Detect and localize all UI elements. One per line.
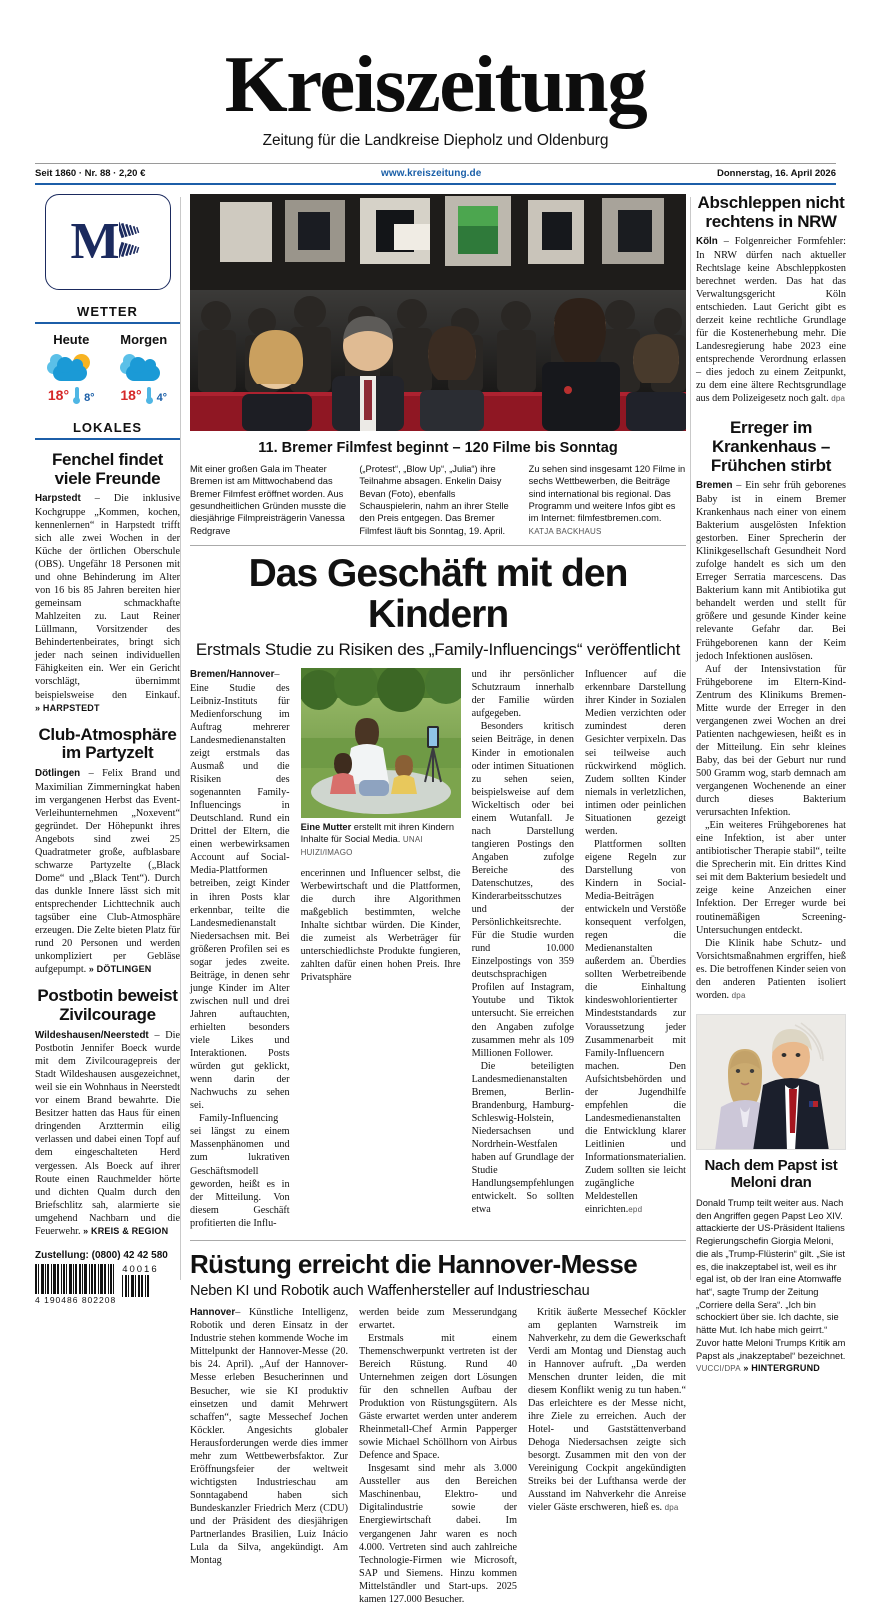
- article-dateline: Harpstedt: [35, 493, 81, 505]
- column-rule-left: [180, 197, 181, 1280]
- filmfest-photo: [190, 194, 686, 431]
- teaser-headline: Nach dem Papst ist Meloni dran: [704, 1156, 838, 1191]
- filmfest-caption-headline: 11. Bremer Filmfest beginnt – 120 Filme bis Sonntag: [258, 439, 618, 456]
- main-article-text-1b: Family-Influencing sei längst zu einem Massenphänomen und zum lukrativen Geschäftsmodell geworden, heißt es in der Mitteilung. Von diesem Geschäft profitierten die Influ-: [190, 1113, 290, 1229]
- article-body: [696, 479, 846, 662]
- main-article-text-3: und ihr persönlicher Schutzraum innerhalb der Familie würden aufgegeben.: [471, 669, 574, 720]
- teaser-body: [696, 1197, 846, 1376]
- teaser-more-link[interactable]: » HINTERGRUND: [743, 1363, 820, 1374]
- bottom-article-text-1: – Künstliche Intelligenz, Robotik und deren Einsatz in der Industrie stehen kommende Woche im Mittelpunkt der Hannover-Messe (20. bis 24. April). „Auf der Hannover-Messe erleben Besucherinnen und Besucher, wie sie KI produktiv einsetzen und damit Mehrwert schaffen“, sagte Messechef Jochen Köckler. Angesichts globaler Herausforderungen werde dies immer mehr zum Wettbewerbsfaktor. Zur Eröffnungsfeier der weltweit wichtigsten Industrieschau am Sonntagabend haben sich Bundeskanzler Friedrich Merz (CDU) und der Präsident des diesjährigen Partnerlandes Brasilien, Luiz Inácio Lula da Silva, angekündigt. Am Montag: [190, 1306, 348, 1567]
- lokales-article-3[interactable]: [35, 987, 180, 1238]
- weather-tomorrow-high: 18°: [120, 387, 142, 404]
- barcode-number: 4 190486 802208: [35, 1294, 117, 1305]
- barcode-addon: [122, 1264, 158, 1297]
- column-rule-right: [690, 197, 691, 1280]
- publisher-logo: [45, 194, 171, 290]
- article-more-link[interactable]: » HARPSTEDT: [35, 702, 100, 713]
- article-headline: Erreger im Krankenhaus – Frühchen stirbt: [710, 418, 832, 475]
- logo-k-icon: [119, 220, 145, 266]
- main-article-col-4: [585, 668, 686, 1230]
- barcode-addon-number: 40016: [122, 1263, 159, 1275]
- publication-date: Donnerstag, 16. April 2026: [717, 167, 836, 179]
- masthead: [35, 0, 836, 150]
- article-dateline: Dötlingen: [35, 767, 81, 779]
- bottom-article-text-2c: Insgesamt sind mehr als 3.000 Aussteller aus den Bereichen Maschinenbau, Elektro- und Digitalindustrie sowie der Energiewirtschaft dabei. Im vergangenen Jahr waren es noch 4.000. Vertreten sind auch zahlreiche Technologie-Firmen wie Microsoft, SAP und Siemens. Hinzu kommen Mittelständler und Start-ups. 2025 kamen 127.000 Besucher.: [359, 1463, 517, 1605]
- article-text: – Felix Brand und Maximilian Zimmerningkat haben im vergangenen Herbst das Event-Verleihunternehmen „Noxevent“ gegründet. Der Höhepunkt ihres Angebots sind zwei 25 Quadratmeter große, aufblasbare schwarze Partyzelte („Black Dome“ und „Black Tent“). Durch das dunkle Innere lässt sich mit entsprechender Lichttechnik auch tagsüber eine Club-Atmosphäre erzeugen. Die Zelte bieten Platz für rund 20 Personen und werden unkompliziert per Gebläse aufgepumpt.: [35, 767, 180, 976]
- website-link[interactable]: www.kreiszeitung.de: [380, 167, 482, 179]
- main-article-col-1: [190, 668, 290, 1230]
- filmfest-caption-columns: [190, 463, 686, 537]
- article-text: – Die Postbotin Jennifer Boeck wurde mit dem Zivilcouragepreis der Stadt Wildeshausen ausgezeichnet, weil sie ein Wohnhaus in Neerstedt vor einem Brand bewahrte. Die Besitzer hatten das Haus für einen dringenden Arzttermin eilig verlassen und dabei einen Topf auf dem eingeschalteten Herd vergessen. Als Boeck auf ihrer Route einen Rauchmelder hörte und dichten Qualm durch den Briefschlitz sah, alarmierte sie umgehend Nachbarn und die Feuerwehr.: [35, 1029, 180, 1237]
- main-article-col-2: [301, 668, 461, 1230]
- weather-today-high: 18°: [47, 387, 70, 404]
- newspaper-subtitle: Zeitung für die Landkreise Diepholz und Oldenburg: [262, 131, 609, 149]
- weather-today: [35, 332, 108, 404]
- lokales-article-2[interactable]: [35, 726, 180, 977]
- weather-today-low: 8°: [84, 391, 95, 404]
- teaser-credit: VUCCI/DPA: [696, 1364, 741, 1374]
- lokales-article-1[interactable]: [35, 451, 180, 715]
- article-dateline: Wildeshausen/Neerstedt: [35, 1029, 149, 1041]
- barcode-bars: [35, 1264, 116, 1294]
- article-body: [696, 235, 846, 405]
- logo-letter-m: M: [70, 212, 118, 270]
- cloud-icon: [116, 352, 172, 384]
- bottom-article-text-2b: Erstmals mit einem Themenschwerpunkt vertreten ist der Bereich Rüstung. Rund 40 Unternehmen zeigen dort Lösungen für den schnellen Aufbau der Produktion von Rüstungsgütern. Als Gäste erwartet werden unter anderem Rheinmetall-Chef Armin Papperger sowie Michael Schöllhorn von Airbus Defence and Space.: [359, 1332, 517, 1462]
- ean-barcode: [35, 1264, 116, 1305]
- main-article-subhead: Erstmals Studie zu Risiken des „Family-Influencings“ veröffentlicht: [195, 640, 681, 660]
- filmfest-caption-col-1: Mit einer großen Gala im Theater Bremen ist am Mittwochabend das Bremer Filmfest eröffnet worden. Aus gesundheitlichen Gründen musste die diesjährige Filmpreisträgerin Vanessa Redgrave: [190, 463, 347, 536]
- article-credit: dpa: [731, 990, 746, 1000]
- thermometer-icon: [73, 387, 80, 404]
- main-article-text-3c: Die beteiligten Landesmedienanstalten Bremen, Berlin-Brandenburg, Hamburg-Schleswig-Holstein, Niedersachsen und Nordrhein-Westfalen haben auf Grundlage der Studie Handlungsempfehlungen entwickelt. So sollten etwa: [471, 1060, 574, 1216]
- mother-children-photo: [301, 668, 461, 818]
- trump-meloni-photo: [696, 1014, 846, 1150]
- article-text: – Die inklusive Kochgruppe „Kommen, kochen, kennenlernen“ in Harpstedt trifft sich alle zwei Wochen in der Küche der örtlichen Oberschule (OBS). Ungefähr 18 Personen mit und ohne Behinderung im Alter von 16 bis 85 Jahren bereiten hier gemeinsam schmackhafte Mahlzeiten zu. Laut Reiner Lüllmann, Vorsitzender des Behindertenbeirates, bringt sich jeder nach seinen individuellen Fähigkeiten ein. Wer ein Gericht vorschlägt, übernimmt beispielsweise den Einkauf.: [35, 493, 181, 701]
- mother-children-photo-image: [301, 668, 461, 818]
- sun-behind-cloud-icon: [43, 352, 99, 384]
- article-text: – Folgenreicher Formfehler: In NRW dürfen nach aktueller Rechtslage keine Abschleppkosten berechnet werden. Das hat das Verwaltungsgericht Köln entschieden. Laut Gericht gibt es derzeit keine rechtliche Grundlage für die Kostenerhebung mehr. Die Landesregierung habe 2023 eine entsprechende Verordnung erlassen – dies jedoch zu einem Zeitpunkt, zu dem eine ältere Rechtsgrundlage aus dem Polizeigesetz noch galt.: [696, 236, 846, 405]
- article-text-3: „Ein weiteres Frühgeborenes hat eine Infektion, ist aber unter antibiotischer Therapie stabil“, teilte die Sprecherin mit. Ein drittes Kind sei mit dem Bakterium besiedelt und zeige keine Anzeichen einer Infektion. Der Erreger wurde bei routinemäßigen Screening-Untersuchungen entdeckt.: [696, 820, 846, 936]
- weather-widget: [35, 332, 180, 404]
- thermometer-icon: [146, 387, 153, 404]
- bottom-article-dateline: Hannover: [190, 1306, 236, 1318]
- right-article-1[interactable]: [696, 194, 846, 405]
- article-headline: Postbotin beweist Zivilcourage: [37, 986, 178, 1024]
- weather-tomorrow-temps: [108, 387, 181, 404]
- article-body: [35, 1029, 180, 1238]
- photo-caption-lead: Eine Mutter: [300, 822, 352, 833]
- filmfest-caption-col-2: („Protest“, „Blow Up“, „Julia“) ihre Teilnahme absagen. Enkelin Daisy Bevan (Foto), ebenfalls Schauspielerin, nahm an ihrer Stelle den Preis entgegen. Das Bremer Filmfest läuft bis Sonntag, 19. April.: [359, 463, 509, 536]
- main-article-text-4b: Plattformen sollten eigene Regeln zur Darstellung von Kindern in Social-Media-Beiträgen entwickeln und Verstöße konsequent verfolgen, regen die Medienanstalten außerdem an. Überdies sollten Werbetreibende die Einhaltung kindeswohlorientierter Mindeststandards zur Voraussetzung jeder Zusammenarbeit mit Family-Influencern machen. Den Aufsichtsbehörden und der Jugendhilfe empfehlen die Landesmedienanstalten die Entwicklung klarer Leitlinien und Informationsmaterialien. Zudem sollten sie leicht zugängliche Meldestellen einrichten.: [585, 838, 686, 1216]
- right-article-2[interactable]: [696, 419, 846, 1001]
- article-text-4: Die Klinik habe Schutz- und Vorsichtsmaßnahmen ergriffen, hieß es. Die betroffenen Kinder seien von den anderen Patienten isoliert worden.: [696, 937, 846, 1001]
- filmfest-photo-image: [190, 194, 686, 431]
- footer-delivery-block: [35, 1250, 180, 1305]
- right-column: [696, 194, 846, 1606]
- bottom-article-col-3: [528, 1306, 686, 1606]
- bottom-article-text-2: werden beide zum Messerundgang erwartet.: [359, 1306, 517, 1331]
- main-article-columns: [190, 668, 686, 1230]
- article-dateline: Bremen: [696, 480, 733, 492]
- weather-tomorrow-label: Morgen: [120, 331, 168, 347]
- article-dateline: Köln: [696, 236, 718, 248]
- main-article-text-4: Influencer auf die erkennbare Darstellung ihrer Kinder in Sozialen Medien verzichten oder zumindest deren Gesichter verpixeln. Das sei teilweise auch rückwirkend möglich. Zudem sollten Kinder niemals in verletzlichen, intimen oder peinlichen Situationen gezeigt werden.: [585, 669, 686, 837]
- left-column: [35, 194, 180, 1606]
- bottom-article-col-2: [359, 1306, 517, 1606]
- main-article-credit: epd: [628, 1205, 643, 1215]
- article-body: [35, 492, 180, 714]
- article-headline: Fenchel findet viele Freunde: [51, 449, 164, 488]
- article-credit: dpa: [831, 394, 846, 404]
- article-text: – Ein sehr früh geborenes Baby ist in einem Bremer Krankenhaus nach einer von einem Bakterium ausgelösten Infektion gestorben. Einer Sprecherin der Klinikgesellschaft Gesundheit Nord zufolge handelt es sich um den Erreger Serratia marcescens. Das Bakterium kann mit Antibiotika gut behandelt werden und stellt für größere und gesunde Kinder keine relevante Gefahr dar. Bei Frühgeborenen kann der Keim jedoch Infektionen auslösen.: [696, 480, 847, 662]
- photo-credit: UNAI HUIZI/IMAGO: [300, 835, 423, 857]
- main-article-col-3: [472, 668, 574, 1230]
- main-grid: [35, 192, 847, 1606]
- bottom-article[interactable]: [190, 1249, 686, 1606]
- photo-caption-text: erstellt mit ihren Kindern Inhalte für Social Media.: [300, 822, 455, 845]
- article-headline: Club-Atmosphäre im Partyzelt: [38, 724, 177, 763]
- logo-k-mark: [119, 220, 145, 264]
- weather-tomorrow-low: 4°: [156, 391, 168, 404]
- article-headline: Abschleppen nicht rechtens in NRW: [697, 192, 845, 231]
- bottom-section-divider: [190, 1240, 686, 1241]
- main-article-headline: Das Geschäft mit den Kindern: [248, 552, 628, 637]
- weather-tomorrow: [108, 332, 181, 404]
- lokales-section-heading: LOKALES: [35, 420, 180, 440]
- main-article-text-2: encerinnen und Influencer selbst, die Werbewirtschaft und die Plattformen, die durch ihre Algorithmen maßgeblich bestimmten, welche Inhalte sichtbar würden. Die Kinder, die zumeist als Werbeträger für unterschiedlichste Produkte fungieren, zahlten dafür einen hohen Preis. Ihre Privatsphäre: [300, 868, 461, 984]
- barcode-block: [35, 1264, 180, 1305]
- newspaper-title: Kreiszeitung: [224, 39, 647, 129]
- teaser-block[interactable]: [696, 1014, 846, 1376]
- weather-today-temps: [35, 387, 108, 404]
- weather-section-heading: WETTER: [35, 304, 180, 324]
- bottom-article-text-3: Kritik äußerte Messechef Köckler am geplanten Warnstreik im Nahverkehr, zu dem die Gewerkschaft Verdi am Montag und Dienstag auch in Hannover aufruft. „Da werden Menschen drunter leiden, die mit diesem Konflikt wenig zu tun haben.“ Das erleichtere es der Messe nicht, ihre Ziele zu erreichen. Auch der Hotel- und Gaststättenverband Dehoga Niedersachsen zeigte sich besorgt. Zusammen mit den von der Vereinigung Cockpit angekündigten Streiks bei der Lufthansa werde der Ausstand im Nahverkehr die Anreise vieler Gäste erschweren, hieß es.: [528, 1306, 686, 1514]
- trump-meloni-photo-image: [697, 1015, 845, 1150]
- main-article-dateline: Bremen/Hannover: [190, 669, 275, 681]
- main-article[interactable]: [190, 554, 686, 1229]
- delivery-phone: Zustellung: (0800) 42 42 580: [35, 1249, 168, 1261]
- bottom-article-headline: Rüstung erreicht die Hannover-Messe: [190, 1248, 638, 1279]
- article-more-link[interactable]: » KREIS & REGION: [83, 1225, 169, 1236]
- filmfest-photo-credit: KATJA BACKHAUS: [528, 526, 602, 536]
- center-column: [180, 194, 696, 1606]
- issue-info: Seit 1860 · Nr. 88 · 2,20 €: [35, 167, 146, 179]
- main-article-text-1: – Eine Studie des Leibniz-Instituts für Medienforschung im Auftrag mehrerer Landesmedienanstalten zeigt erstmals das Ausmaß und die Risiken des sogenannten Family-Influencings in Deutschland. Rund ein Drittel der Eltern, die einen werbewirksamen Account auf Social-Media-Plattformen betreiben, zeigt Kinder in ihren Posts klar erkennbar, teilte die Landesmedienanstalt Niedersachsen mit. Bei größeren Profilen sei es sogar jedes zweite. Beiträge, in denen sehr junge Kinder im Alter zwischen null und drei Jahren auftauchten, erhielten besonders viele Likes und Interaktionen. Posts würden gut geklickt, wenn darin der Nachwuchs zu sehen sei.: [190, 669, 290, 1112]
- bottom-article-col-1: [190, 1306, 348, 1606]
- masthead-info-bar: [35, 164, 836, 183]
- bottom-article-columns: [190, 1306, 686, 1606]
- bottom-article-credit: dpa: [664, 1503, 679, 1513]
- article-more-link[interactable]: » DÖTLINGEN: [88, 964, 152, 975]
- article-text-2: Auf der Intensivstation für Frühgeborene im Eltern-Kind-Zentrum des Klinikums Bremen-Mitte wurde der Erreger in den vergangenen zwei Wochen an drei Patienten nachgewiesen, heißt es in der Mitteilung. Ein sehr kleines Baby, das bei der Geburt nur rund 500 Gramm wog, starb demnach am vergangenen Wochenende an einer durch dieses Bakterium verursachten Infektion.: [696, 663, 846, 819]
- filmfest-caption-col-3: Zu sehen sind insgesamt 120 Filme in sechs Wettbewerben, die Beiträge sind international bis regional. Das Programm und weitere Infos gibt es im Internet: filmfestbremen.com. KATJA BACKHAUS: [528, 463, 686, 536]
- weather-today-label: Heute: [53, 331, 90, 347]
- article-body: [35, 767, 180, 976]
- teaser-text: Donald Trump teilt weiter aus. Nach den Angriffen gegen Papst Leo XIV. attackierte der US-Präsident Italiens Regierungschefin Giorgia Meloni, die als „Trump-Flüsterin“ gilt. „Sie ist es, die inakzeptabel ist, weil es ihr egal ist, ob der Iran eine Atomwaffe hat“, sagte Trump der Zeitung „Corriere della Sera“. „Ich bin schockiert über sie. Ich dachte, sie hätte Mut. Ich habe mich geirrt.“ Zuvor hatte Meloni Trumps Kritik am Papst als „inakzeptabel“ bezeichnet.: [696, 1197, 846, 1361]
- section-divider: [190, 545, 686, 546]
- masthead-blue-rule: [35, 183, 836, 185]
- barcode-addon-bars: [122, 1275, 158, 1297]
- main-article-text-3b: Besonders kritisch seien Beiträge, in denen Kinder in emotionalen oder intimen Situationen zu sehen seien, beispielsweise auf dem Wickeltisch oder bei einem Wutanfall. Je nach Darstellung tangieren Postings den Angaben zufolge Bereiche des Datenschutzes, des Kinderarbeitsschutzes und der Persönlichkeitsrechte. Für die Studie wurden rund 10.000 Einzelpostings von 359 deutschsprachigen Profilen auf Instagram, Youtube und Tiktok untersucht. Sie erreichen den Angaben zufolge zusammen mehr als 109 Millionen Follower.: [471, 721, 574, 1059]
- bottom-article-subhead: Neben KI und Robotik auch Waffenhersteller auf Industrieschau: [190, 1282, 590, 1299]
- mother-photo-caption: [301, 821, 461, 858]
